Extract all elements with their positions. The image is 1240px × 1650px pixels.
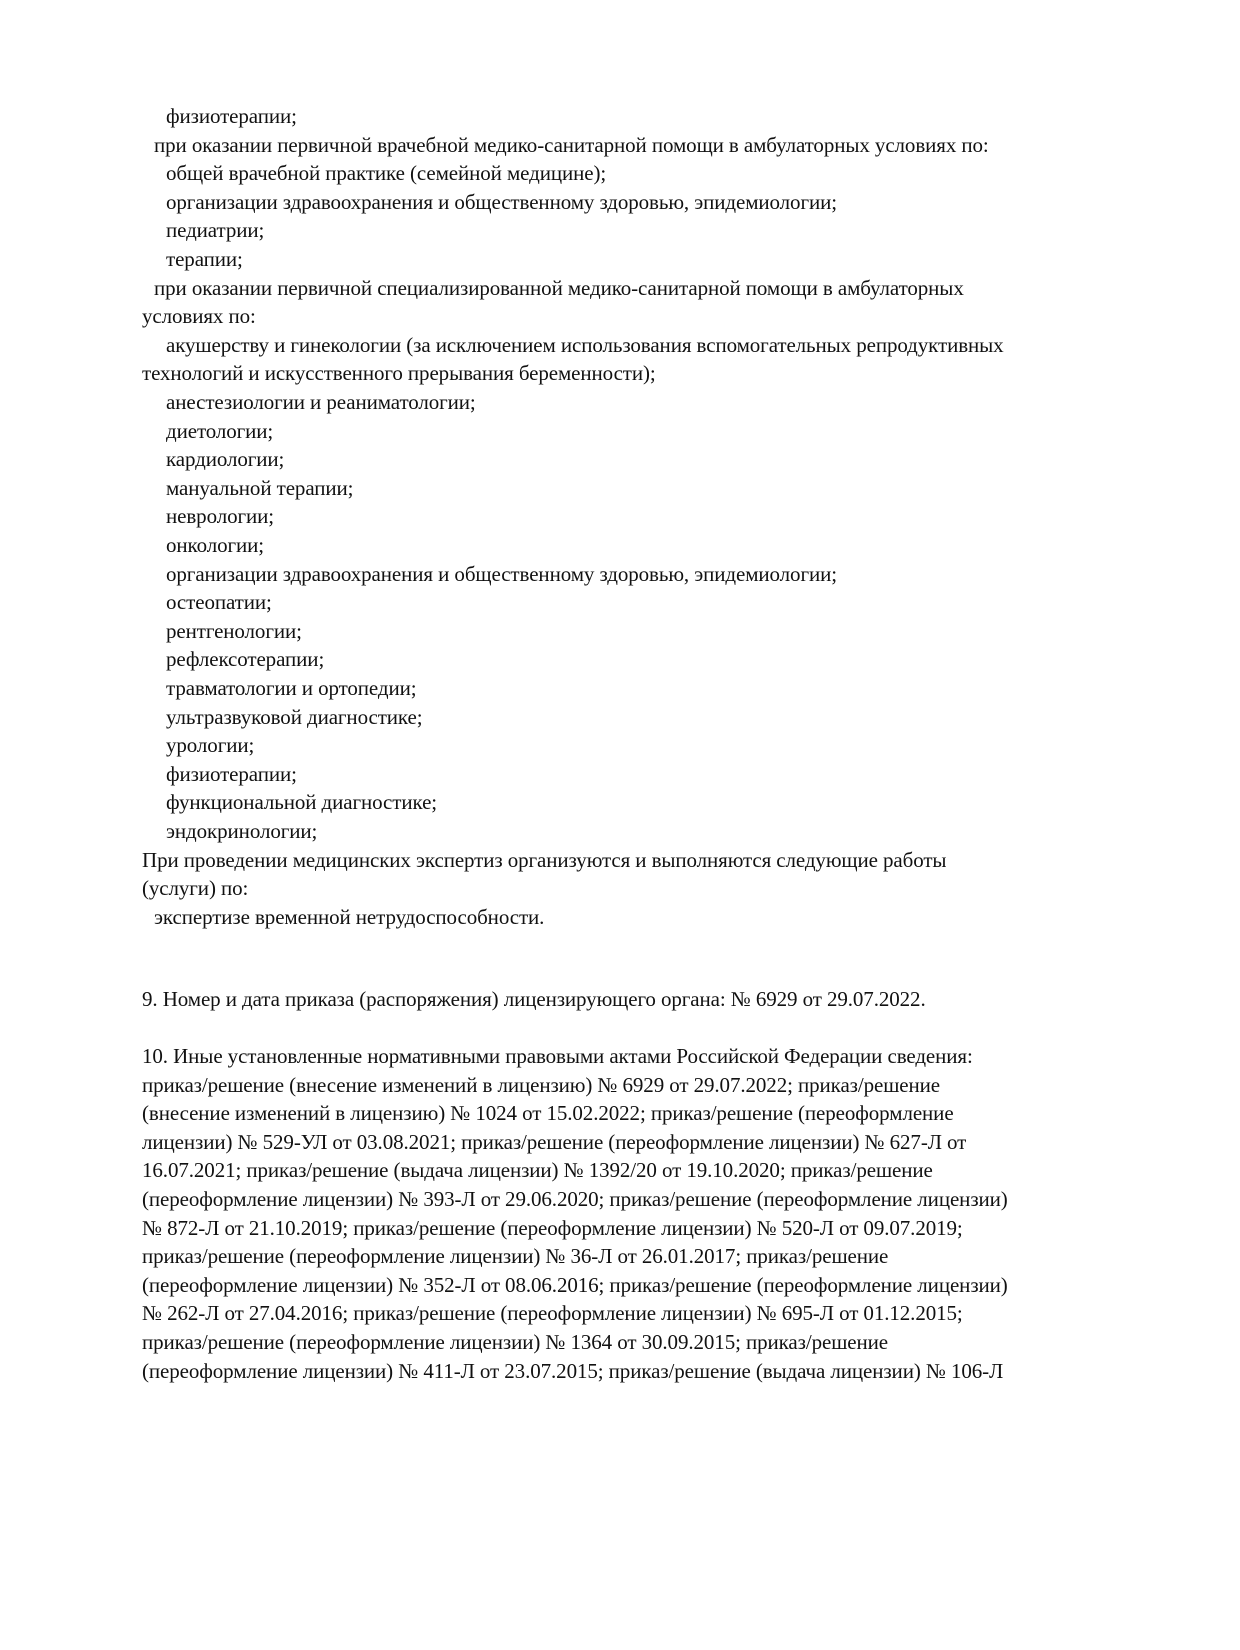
section-10-line: (внесение изменений в лицензию) № 1024 от 15.02.2022; приказ/решение (переоформление xyxy=(142,1101,954,1126)
list-item: функциональной диагностике; xyxy=(166,790,438,815)
list-item: рентгенологии; xyxy=(166,618,302,643)
list-item: (услуги) по: xyxy=(142,876,249,901)
section-10-line: № 872-Л от 21.10.2019; приказ/решение (переоформление лицензии) № 520-Л от 09.07.2019; xyxy=(142,1215,963,1240)
list-item: физиотерапии; xyxy=(166,761,297,786)
list-item: при оказании первичной специализированной медико-санитарной помощи в амбулаторных xyxy=(154,275,964,300)
section-9-order-number: 9. Номер и дата приказа (распоряжения) лицензирующего органа: № 6929 от 29.07.2022. xyxy=(142,987,926,1011)
list-item: остеопатии; xyxy=(166,590,272,615)
section-10-line: приказ/решение (внесение изменений в лицензию) № 6929 от 29.07.2022; приказ/решение xyxy=(142,1072,941,1097)
list-item: урологии; xyxy=(166,733,255,758)
section-10-line: приказ/решение (переоформление лицензии) № 36-Л от 26.01.2017; приказ/решение xyxy=(142,1244,889,1269)
list-item: онкологии; xyxy=(166,533,265,557)
list-item: При проведении медицинских экспертиз организуются и выполняются следующие работы xyxy=(142,847,947,872)
list-item: ультразвуковой диагностике; xyxy=(166,704,423,729)
list-item: педиатрии; xyxy=(166,218,265,243)
list-item: физиотерапии; xyxy=(166,104,297,128)
list-item: неврологии; xyxy=(166,504,275,529)
section-10-line: (переоформление лицензии) № 411-Л от 23.07.2015; приказ/решение (выдача лицензии) № 106-Л xyxy=(142,1358,1004,1383)
list-item: организации здравоохранения и общественному здоровью, эпидемиологии; xyxy=(166,561,837,586)
list-item: эндокринологии; xyxy=(166,819,318,843)
list-item: терапии; xyxy=(166,247,243,271)
list-item: организации здравоохранения и общественному здоровью, эпидемиологии; xyxy=(166,189,837,214)
list-item: общей врачебной практике (семейной медицине); xyxy=(166,161,607,186)
section-10-heading: 10. Иные установленные нормативными правовыми актами Российской Федерации сведения: xyxy=(142,1044,973,1068)
section-10-line: (переоформление лицензии) № 393-Л от 29.06.2020; приказ/решение (переоформление лицензии) xyxy=(142,1187,1008,1211)
section-10-line: лицензии) № 529-УЛ от 03.08.2021; приказ/решение (переоформление лицензии) № 627-Л от xyxy=(142,1129,967,1154)
list-item: анестезиологии и реаниматологии; xyxy=(166,390,476,414)
list-item: акушерству и гинекологии (за исключением использования вспомогательных репродуктивных xyxy=(166,332,1004,357)
section-10-line: (переоформление лицензии) № 352-Л от 08.06.2016; приказ/решение (переоформление лицензии) xyxy=(142,1272,1008,1297)
list-item: рефлексотерапии; xyxy=(166,647,325,672)
list-item: экспертизе временной нетрудоспособности. xyxy=(154,904,545,929)
section-10-line: приказ/решение (переоформление лицензии) № 1364 от 30.09.2015; приказ/решение xyxy=(142,1330,888,1354)
list-item: условиях по: xyxy=(142,304,256,329)
section-10-line: 16.07.2021; приказ/решение (выдача лицензии) № 1392/20 от 19.10.2020; приказ/решение xyxy=(142,1158,933,1183)
list-item: диетологии; xyxy=(166,418,274,443)
list-item: технологий и искусственного прерывания беременности); xyxy=(142,361,656,386)
section-10-line: № 262-Л от 27.04.2016; приказ/решение (переоформление лицензии) № 695-Л от 01.12.2015; xyxy=(142,1301,963,1326)
list-item: травматологии и ортопедии; xyxy=(166,676,417,700)
list-item: кардиологии; xyxy=(166,447,285,472)
list-item: мануальной терапии; xyxy=(166,475,354,500)
list-item: при оказании первичной врачебной медико-санитарной помощи в амбулаторных условиях по: xyxy=(154,132,989,157)
